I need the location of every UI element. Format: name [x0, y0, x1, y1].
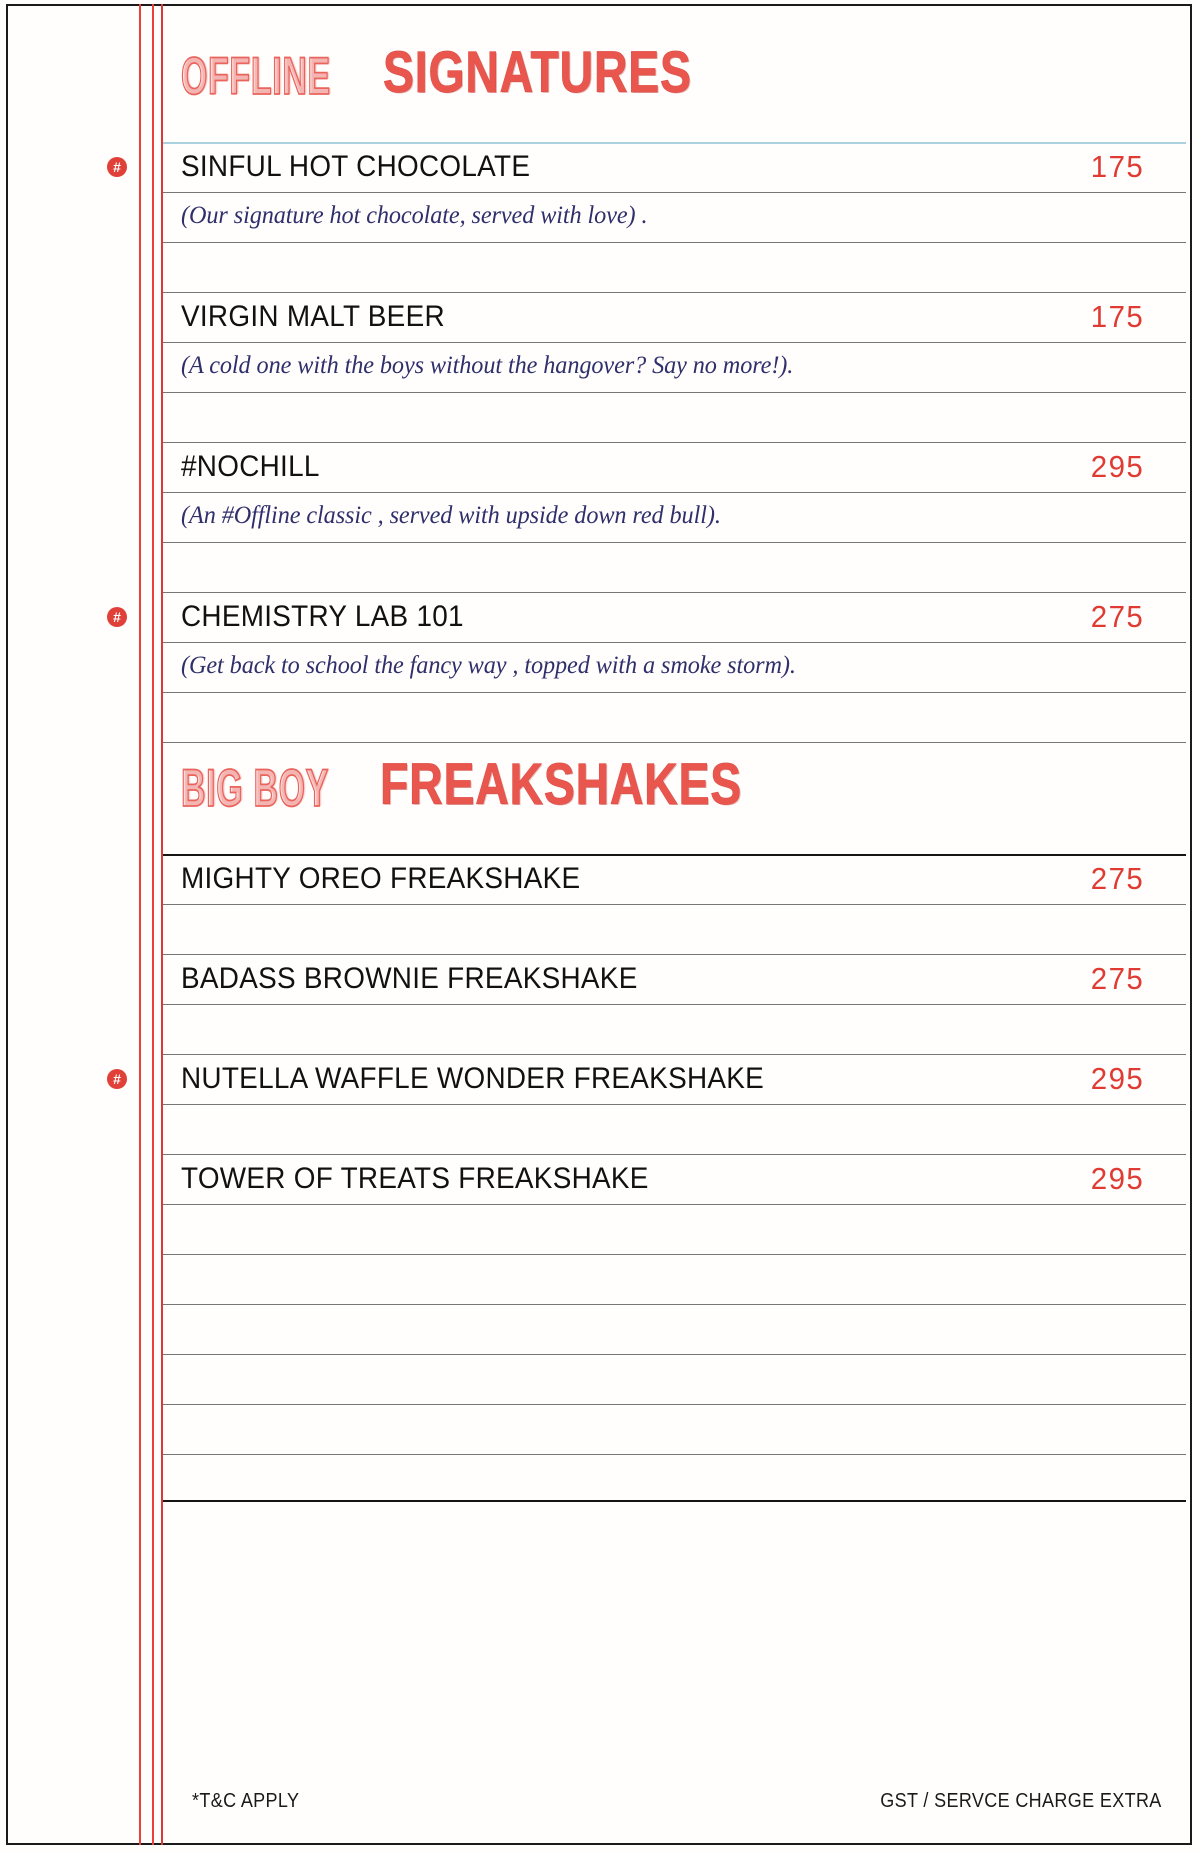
- menu-item-description: (An #Offline classic , served with upside down red bull).: [181, 502, 721, 529]
- rule-line: [163, 1304, 1186, 1305]
- section-header-offline-signatures: [181, 40, 769, 106]
- section-header-bold: FREAKSHAKES: [380, 752, 743, 817]
- footer-charges: GST / SERVCE CHARGE EXTRA: [880, 1790, 1162, 1812]
- rule-line: [163, 904, 1186, 905]
- menu-item-price: 295: [1090, 1161, 1144, 1196]
- menu-item-description-row: [163, 342, 1186, 390]
- menu-item-row[interactable]: [163, 854, 1186, 904]
- hash-bullet-icon: #: [107, 157, 127, 177]
- menu-item-name: #NOCHILL: [181, 450, 320, 483]
- hash-bullet-icon: #: [107, 1069, 127, 1089]
- menu-item-price: 175: [1090, 149, 1144, 184]
- menu-item-row[interactable]: [163, 954, 1186, 1004]
- menu-item-price: 295: [1090, 449, 1144, 484]
- menu-item-row[interactable]: [163, 292, 1186, 342]
- menu-item-name: VIRGIN MALT BEER: [181, 300, 445, 333]
- menu-item-description-row: [163, 192, 1186, 240]
- menu-content: [163, 0, 1186, 1853]
- section-header-bold: SIGNATURES: [383, 40, 692, 105]
- menu-item-description: (Our signature hot chocolate, served with love) .: [181, 202, 648, 229]
- margin-rule-inner: [152, 4, 154, 1845]
- rule-line: [163, 1254, 1186, 1255]
- menu-item-name: SINFUL HOT CHOCOLATE: [181, 150, 531, 183]
- rule-line: [163, 242, 1186, 243]
- menu-item-row[interactable]: [163, 1054, 1186, 1104]
- rule-line: [163, 1354, 1186, 1355]
- section-header-big-boy-freakshakes: [181, 752, 833, 818]
- menu-item-name: CHEMISTRY LAB 101: [181, 600, 464, 633]
- menu-item-description-row: [163, 492, 1186, 540]
- rule-line: [163, 692, 1186, 693]
- rule-line: [163, 392, 1186, 393]
- menu-item-row[interactable]: [163, 1154, 1186, 1204]
- menu-item-description: (A cold one with the boys without the hangover? Say no more!).: [181, 352, 794, 379]
- rule-line: [163, 1500, 1186, 1502]
- menu-item-row[interactable]: [163, 142, 1186, 192]
- menu-item-name: MIGHTY OREO FREAKSHAKE: [181, 862, 581, 895]
- menu-item-name: TOWER OF TREATS FREAKSHAKE: [181, 1162, 649, 1195]
- hash-bullet-icon: #: [107, 607, 127, 627]
- section-header-light: OFFLINE: [181, 45, 331, 106]
- menu-item-description: (Get back to school the fancy way , topped with a smoke storm).: [181, 652, 796, 679]
- rule-line: [163, 542, 1186, 543]
- menu-item-row[interactable]: [163, 442, 1186, 492]
- menu-item-row[interactable]: [163, 592, 1186, 642]
- menu-item-name: NUTELLA WAFFLE WONDER FREAKSHAKE: [181, 1062, 765, 1095]
- menu-item-name: BADASS BROWNIE FREAKSHAKE: [181, 962, 638, 995]
- menu-item-description-row: [163, 642, 1186, 690]
- menu-item-price: 295: [1090, 1061, 1144, 1096]
- rule-line: [163, 1404, 1186, 1405]
- margin-rule-outer: [139, 4, 141, 1845]
- menu-item-price: 275: [1090, 599, 1144, 634]
- rule-line: [163, 1454, 1186, 1455]
- menu-item-price: 175: [1090, 299, 1144, 334]
- footer-terms: *T&C APPLY: [192, 1790, 300, 1812]
- rule-line: [163, 742, 1186, 743]
- menu-item-price: 275: [1090, 861, 1144, 896]
- menu-item-price: 275: [1090, 961, 1144, 996]
- rule-line: [163, 1204, 1186, 1205]
- rule-line: [163, 1104, 1186, 1105]
- section-header-light: BIG BOY: [181, 757, 329, 818]
- rule-line: [163, 1004, 1186, 1005]
